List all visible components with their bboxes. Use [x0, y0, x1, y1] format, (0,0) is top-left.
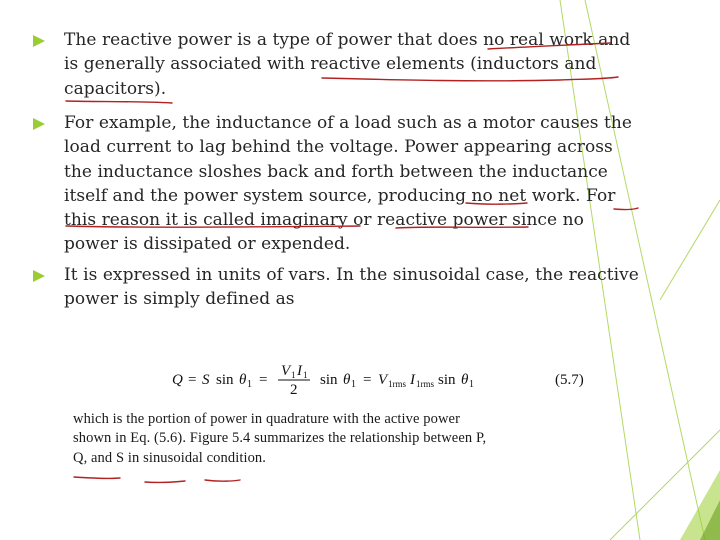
equation-formula — [170, 362, 610, 396]
eq-theta: θ — [343, 372, 351, 388]
eq-sub: 1 — [247, 379, 252, 390]
eq-num-v: V — [281, 363, 291, 379]
eq-q: Q — [172, 372, 183, 388]
bullet-line: power is dissipated or expended. — [64, 234, 351, 255]
eq-vrms-sub: 1rms — [388, 379, 406, 389]
eq-denominator: 2 — [290, 382, 298, 396]
eq-sin: sin — [320, 372, 338, 388]
eq-sin: sin — [216, 372, 234, 388]
eq-num-v-sub: 1 — [291, 370, 296, 380]
excerpt-line: Q, and S in sinusoidal condition. — [73, 449, 267, 466]
triangle-bullet-icon — [30, 32, 48, 50]
bullet-line: power is simply defined as — [64, 289, 295, 310]
eq-sub: 1 — [351, 379, 356, 390]
eq-irms: I — [410, 372, 415, 388]
triangle-bullet-icon — [30, 267, 48, 285]
bullet-line: For example, the inductance of a load such as a motor causes the — [64, 113, 633, 133]
eq-irms-sub: 1rms — [416, 379, 434, 389]
eq-theta: θ — [239, 372, 247, 388]
bullet-text — [64, 28, 664, 101]
eq-num-i-sub: 1 — [303, 370, 308, 380]
eq-equals: = — [259, 372, 268, 388]
equation-explanation — [73, 410, 603, 468]
excerpt-line: shown in Eq. (5.6). Figure 5.4 summarizes the relationship between P, — [73, 430, 487, 447]
bullet-line: The reactive power is a type of power that does no real work and — [64, 30, 631, 50]
eq-vrms: V — [378, 372, 388, 388]
eq-s: S — [202, 372, 210, 388]
eq-sin: sin — [438, 372, 456, 388]
eq-equals: = — [188, 372, 197, 388]
bullet-line: It is expressed in units of vars. In the sinusoidal case, the reactive — [64, 265, 639, 285]
triangle-bullet-icon — [30, 115, 48, 133]
bullet-line: is generally associated with reactive elements (inductors and — [64, 54, 597, 75]
eq-equals: = — [363, 372, 372, 388]
bullet-line: the inductance sloshes back and forth between the inductance — [64, 161, 608, 182]
excerpt-line: which is the portion of power in quadrature with the active power — [73, 411, 461, 427]
bullet-line: capacitors). — [64, 78, 167, 99]
eq-num-i: I — [297, 363, 302, 379]
bullet-line: this reason it is called imaginary or reactive power since no — [64, 210, 584, 231]
bullet-text — [64, 111, 664, 257]
equation-excerpt-image — [65, 348, 610, 480]
bullet-text — [64, 263, 664, 312]
eq-number: (5.7) — [555, 372, 584, 388]
bullet-line: itself and the power system source, producing no net work. For — [64, 185, 616, 206]
eq-theta: θ — [461, 372, 469, 388]
bullet-line: load current to lag behind the voltage. Power appearing across — [64, 137, 613, 158]
eq-sub: 1 — [469, 379, 474, 390]
